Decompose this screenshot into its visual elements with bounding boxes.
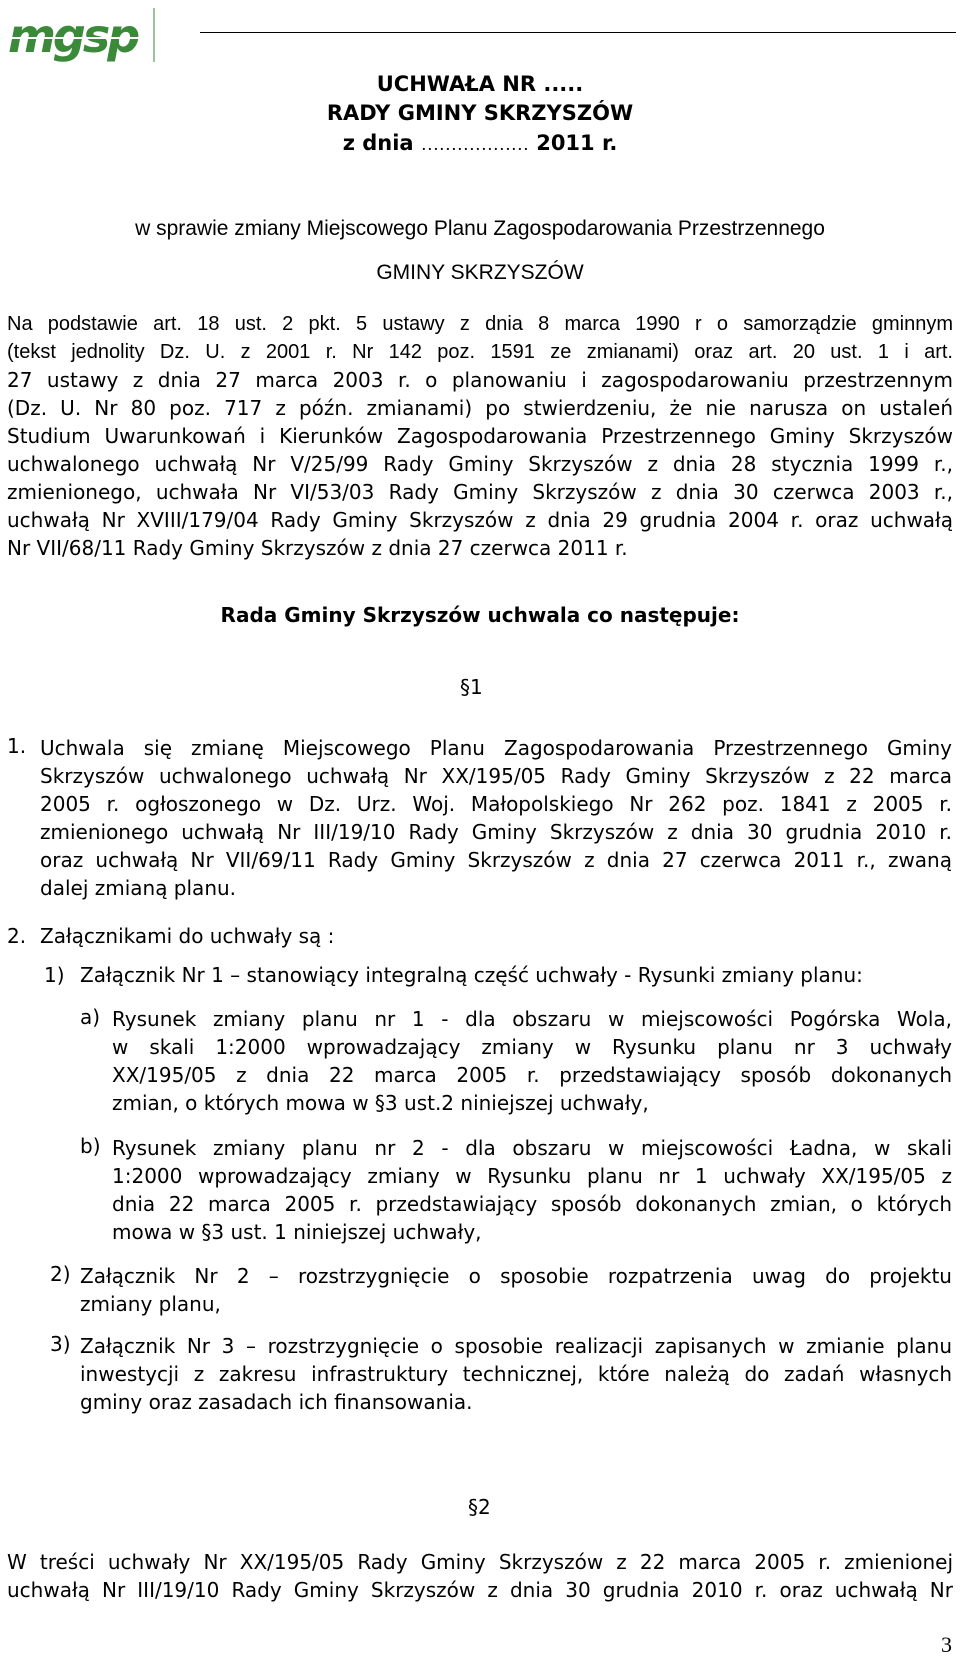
sub-b-text: Rysunek zmiany planu nr 2 - dla obszaru w miejscowości Ładna, w skali 1:2000 wprowadzający zmiany w Rysunku planu nr 1 uchwały XX/195/05 z dnia 22 marca 2005 r. przedstawiający sposób dokonanych zmian, o których mowa w §3 ust. 1 niniejszej uchwały, [112,1136,952,1244]
header-rule [200,32,956,33]
page-number: 3 [941,1632,952,1657]
subject-gmina: GMINY SKRZYSZÓW [376,261,584,284]
sub-2-text: Załącznik Nr 2 – rozstrzygnięcie o sposobie rozpatrzenia uwag do projektu zmiany planu, [80,1264,952,1316]
mgsp-logo [6,6,166,66]
sub-2-number: 2) [50,1262,71,1286]
item-2-text: Załącznikami do uchwały są : [40,924,335,948]
item-1-text: Uchwala się zmianę Miejscowego Planu Zagospodarowania Przestrzennego Gminy Skrzyszów uchwalonego uchwałą Nr XX/195/05 Rady Gminy Skrzyszów z 22 marca 2005 r. ogłoszonego w Dz. Urz. Woj. Małopolskiego Nr 262 poz. 1841 z 2005 r. zmienionego uchwałą Nr III/19/10 Rady Gminy Skrzyszów z dnia 30 grudnia 2010 r. oraz uchwałą Nr VII/69/11 Rady Gminy Skrzyszów z dnia 27 czerwca 2011 r., zwaną dalej zmianą planu. [40,736,952,900]
item-1-number: 1. [7,734,27,758]
sub-b-number: b) [80,1134,101,1158]
resolves-heading: Rada Gminy Skrzyszów uchwala co następuje: [220,603,740,627]
resolution-number: UCHWAŁA NR ..... [376,72,584,96]
section-1-heading: §1 [460,675,483,699]
subject-line: w sprawie zmiany Miejscowego Planu Zagospodarowania Przestrzennego [135,217,825,240]
sub-1-number: 1) [44,963,65,987]
sub-a-number: a) [80,1005,101,1029]
logo-text: mgsp [8,9,138,63]
section-2-heading: §2 [468,1495,491,1519]
sub-a-text: Rysunek zmiany planu nr 1 - dla obszaru w miejscowości Pogórska Wola, w skali 1:2000 wprowadzający zmiany w Rysunku planu nr 3 uchwały XX/195/05 z dnia 22 marca 2005 r. przedstawiający sposób dokonanych zmian, o których mowa w §3 ust.2 niniejszej uchwały, [112,1007,952,1115]
sub-3-text: Załącznik Nr 3 – rozstrzygnięcie o sposobie realizacji zapisanych w zmianie planu inwestycji z zakresu infrastruktury technicznej, które należą do zadań własnych gminy oraz zasadach ich finansowania. [80,1334,952,1414]
sub-3-number: 3) [50,1332,71,1356]
resolution-date: z dnia ……………… 2011 r. [342,131,618,155]
preamble: Na podstawie art. 18 ust. 2 pkt. 5 ustawy z dnia 8 marca 1990 r o samorządzie gminnym (tekst jednolity Dz. U. z 2001 r. Nr 142 poz. 1591 ze zmianami) oraz art. 20 ust. 1 i art. 27 ustawy z dnia 27 marca 2003 r. o planowaniu i zagospodarowaniu przestrzennym (Dz. U. Nr 80 poz. 717 z późn. zmianami) po stwierdzeniu, że nie narusza on ustaleń Studium Uwarunkowań i Kierunków Zagospodarowania Przestrzennego Gminy Skrzyszów uchwalonego uchwałą Nr V/25/99 Rady Gminy Skrzyszów z dnia 28 stycznia 1999 r., zmienionego, uchwała Nr VI/53/03 Rady Gminy Skrzyszów z dnia 30 czerwca 2003 r., uchwałą Nr XVIII/179/04 Rady Gminy Skrzyszów z dnia 29 grudnia 2004 r. oraz uchwałą Nr VII/68/11 Rady Gminy Skrzyszów z dnia 27 czerwca 2011 r. [7,313,953,560]
council-name: RADY GMINY SKRZYSZÓW [326,101,634,125]
sub-1-text: Załącznik Nr 1 – stanowiący integralną część uchwały - Rysunki zmiany planu: [80,963,863,987]
item-2-number: 2. [7,924,27,948]
section-2-text: W treści uchwały Nr XX/195/05 Rady Gminy Skrzyszów z 22 marca 2005 r. zmienionej uchwałą Nr III/19/10 Rady Gminy Skrzyszów z dnia 30 grudnia 2010 r. oraz uchwałą Nr [7,1550,953,1602]
